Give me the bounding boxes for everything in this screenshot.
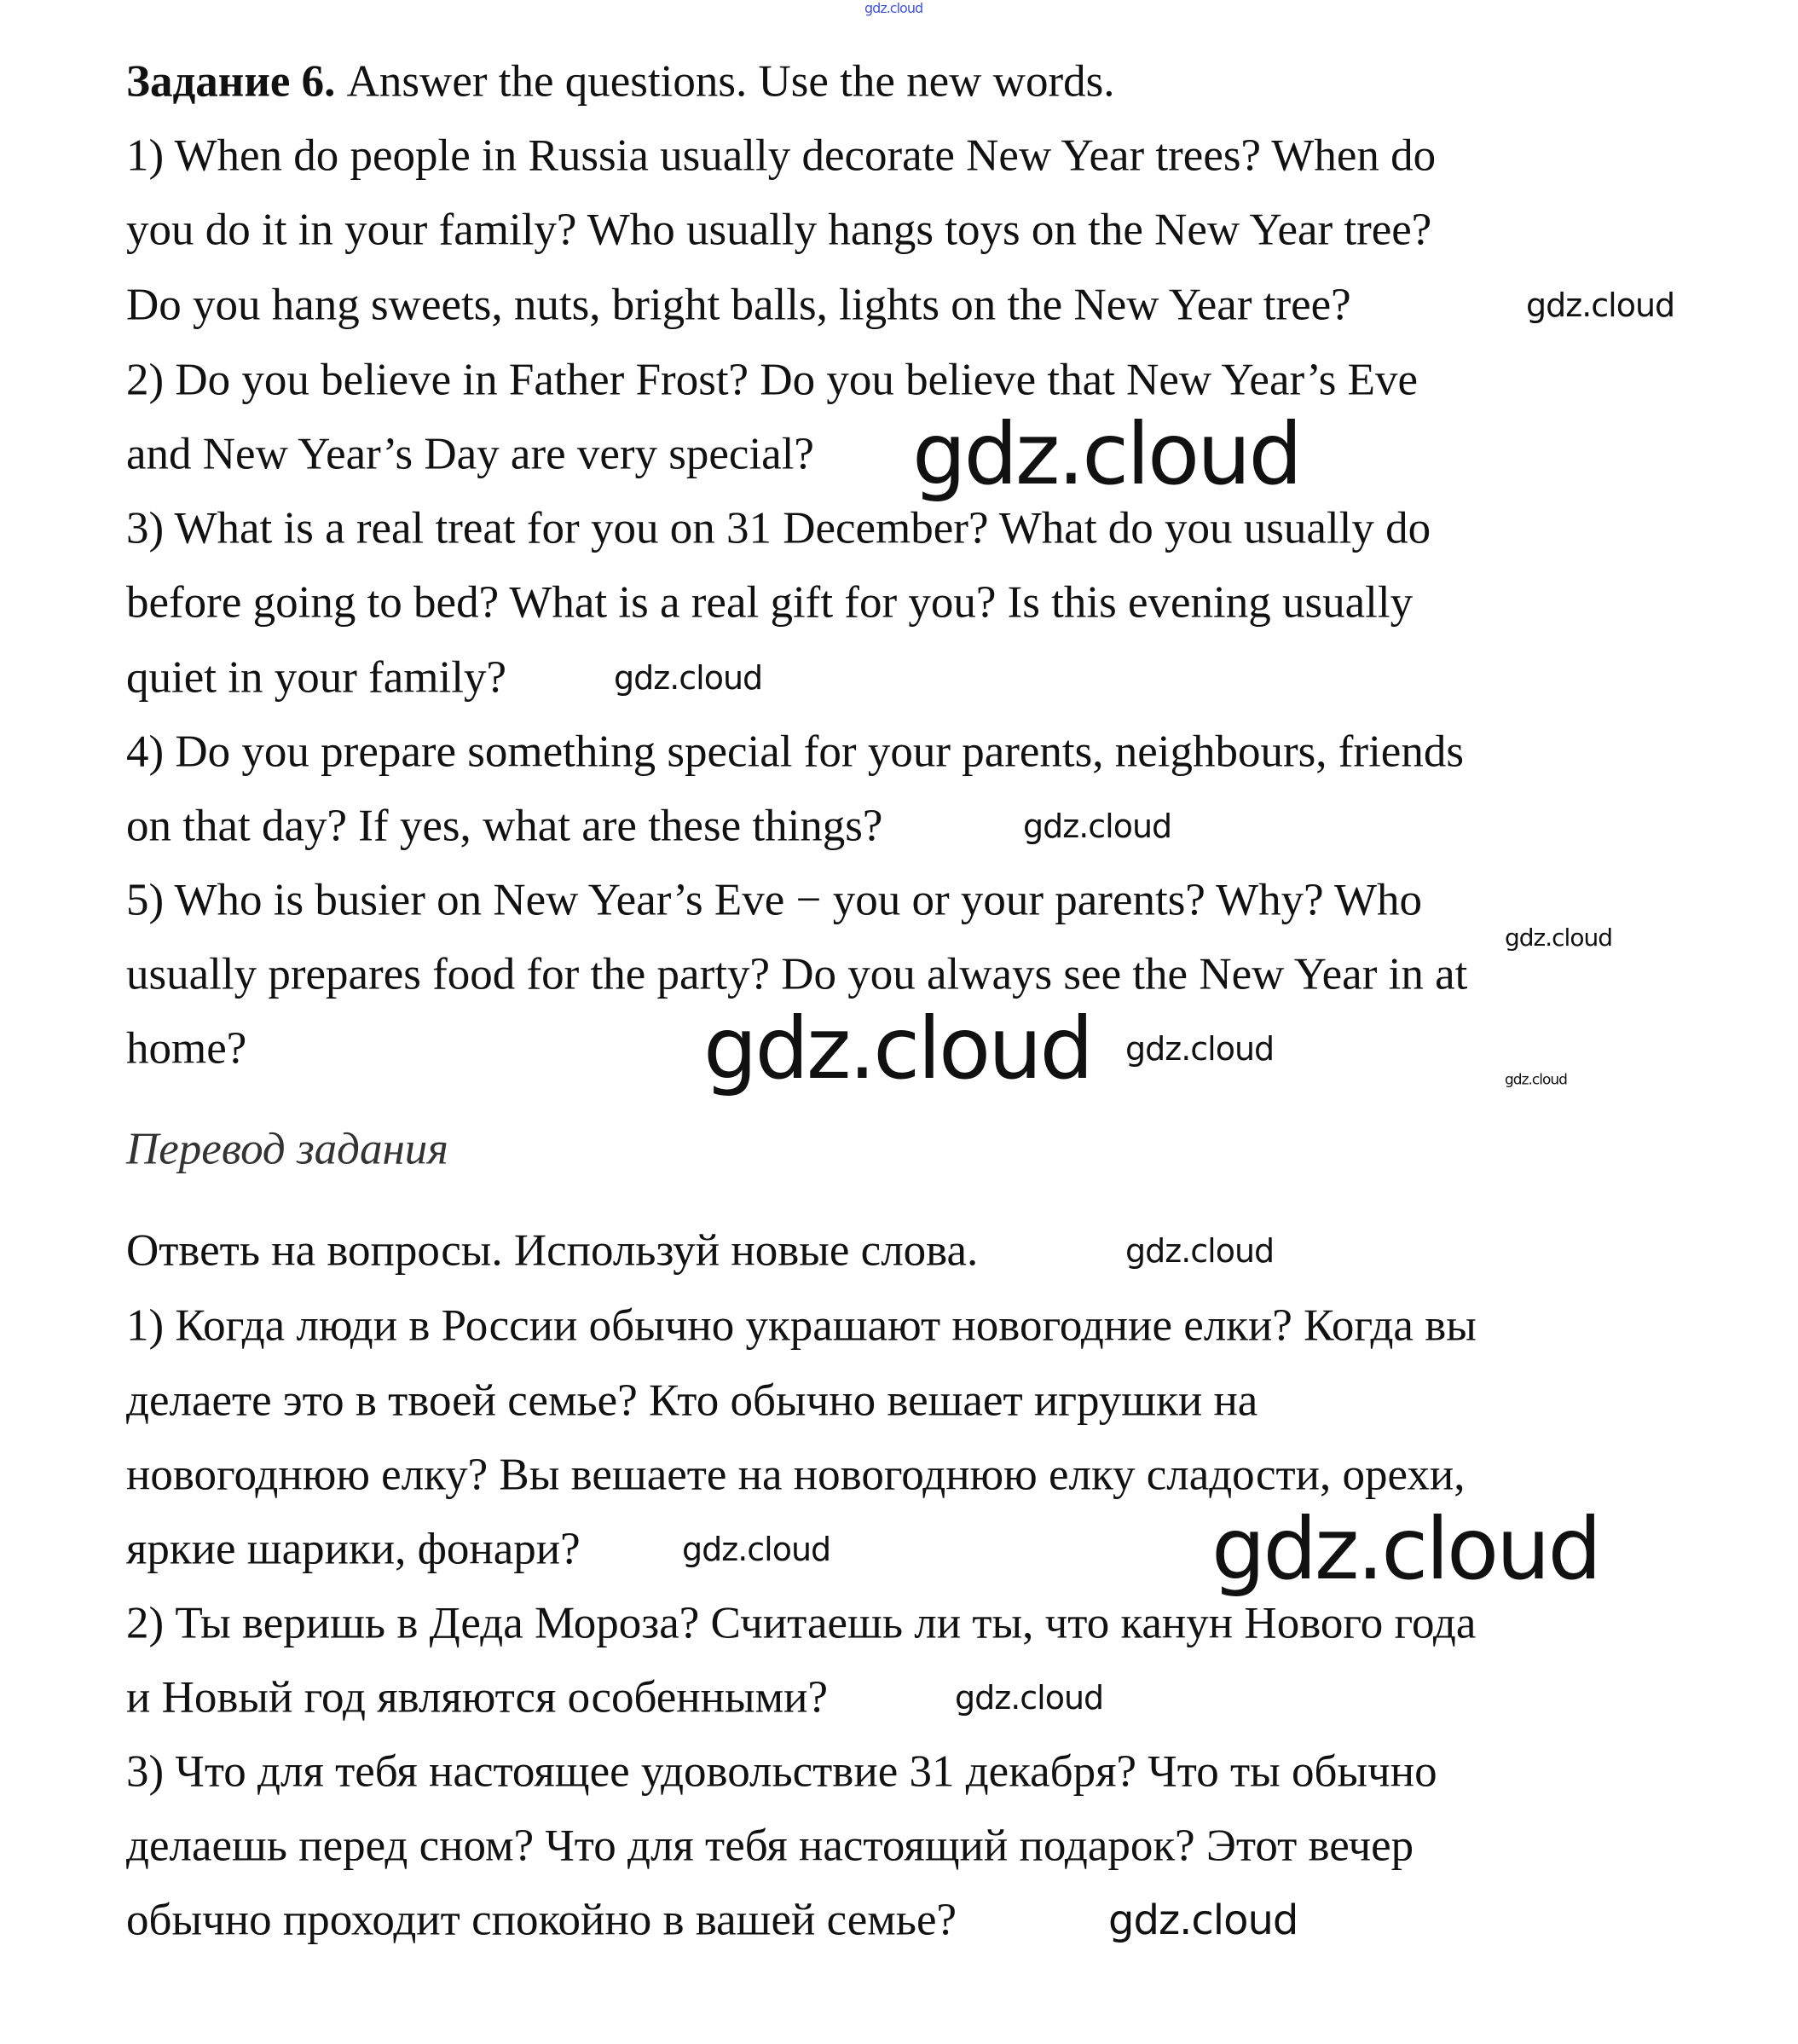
watermark: gdz.cloud — [614, 659, 763, 697]
task-title — [126, 56, 1115, 107]
watermark: gdz.cloud — [682, 1531, 831, 1568]
translation-heading: Перевод задания — [126, 1124, 448, 1174]
question-line: 3) What is a real treat for you on 31 December? What do you usually do — [126, 503, 1431, 553]
watermark: gdz.cloud — [703, 999, 1092, 1098]
question-line: usually prepares food for the party? Do you always see the New Year in at — [126, 949, 1468, 999]
watermark: gdz.cloud — [1023, 808, 1172, 845]
watermark: gdz.cloud — [1526, 287, 1675, 324]
watermark: gdz.cloud — [864, 0, 923, 16]
question-line: 4) Do you prepare something special for your parents, neighbours, friends — [126, 727, 1464, 777]
translation-line: обычно проходит спокойно в вашей семье? — [126, 1895, 957, 1945]
watermark: gdz.cloud — [1125, 1232, 1275, 1270]
watermark: gdz.cloud — [1108, 1896, 1298, 1944]
question-line: Do you hang sweets, nuts, bright balls, lights on the New Year tree? — [126, 280, 1351, 330]
question-line: home? — [126, 1023, 247, 1074]
question-line: 2) Do you believe in Father Frost? Do you believe that New Year’s Eve — [126, 355, 1419, 405]
translation-line: и Новый год являются особенными? — [126, 1672, 829, 1723]
question-line: 1) When do people in Russia usually decorate New Year trees? When do — [126, 130, 1437, 181]
watermark: gdz.cloud — [912, 404, 1301, 504]
translation-line: делаете это в твоей семье? Кто обычно вешает игрушки на — [126, 1375, 1258, 1426]
question-line: before going to bed? What is a real gift for you? Is this evening usually — [126, 577, 1414, 628]
translation-line: 3) Что для тебя настоящее удовольствие 31 декабря? Что ты обычно — [126, 1746, 1437, 1797]
watermark: gdz.cloud — [1505, 924, 1612, 952]
translation-line: Ответь на вопросы. Используй новые слова. — [126, 1225, 979, 1276]
question-line: on that day? If yes, what are these things? — [126, 801, 883, 851]
watermark: gdz.cloud — [1125, 1030, 1275, 1068]
question-line: and New Year’s Day are very special? — [126, 429, 814, 479]
question-line: 5) Who is busier on New Year’s Eve − you or your parents? Why? Who — [126, 875, 1422, 925]
task-instruction: Answer the questions. Use the new words. — [335, 56, 1115, 107]
translation-line: делаешь перед сном? Что для тебя настоящий подарок? Этот вечер — [126, 1821, 1414, 1871]
question-line: you do it in your family? Who usually hangs toys on the New Year tree? — [126, 205, 1432, 255]
watermark: gdz.cloud — [1211, 1499, 1600, 1599]
translation-line: новогоднюю елку? Вы вешаете на новогоднюю елку сладости, орехи, — [126, 1450, 1466, 1500]
translation-line: 2) Ты веришь в Деда Мороза? Считаешь ли ты, что канун Нового года — [126, 1598, 1477, 1648]
watermark: gdz.cloud — [955, 1679, 1104, 1717]
watermark: gdz.cloud — [1505, 1071, 1567, 1089]
translation-line: яркие шарики, фонари? — [126, 1524, 581, 1574]
question-line: quiet in your family? — [126, 652, 506, 703]
task-label: Задание 6. — [126, 56, 336, 107]
translation-line: 1) Когда люди в России обычно украшают новогодние елки? Когда вы — [126, 1300, 1477, 1351]
